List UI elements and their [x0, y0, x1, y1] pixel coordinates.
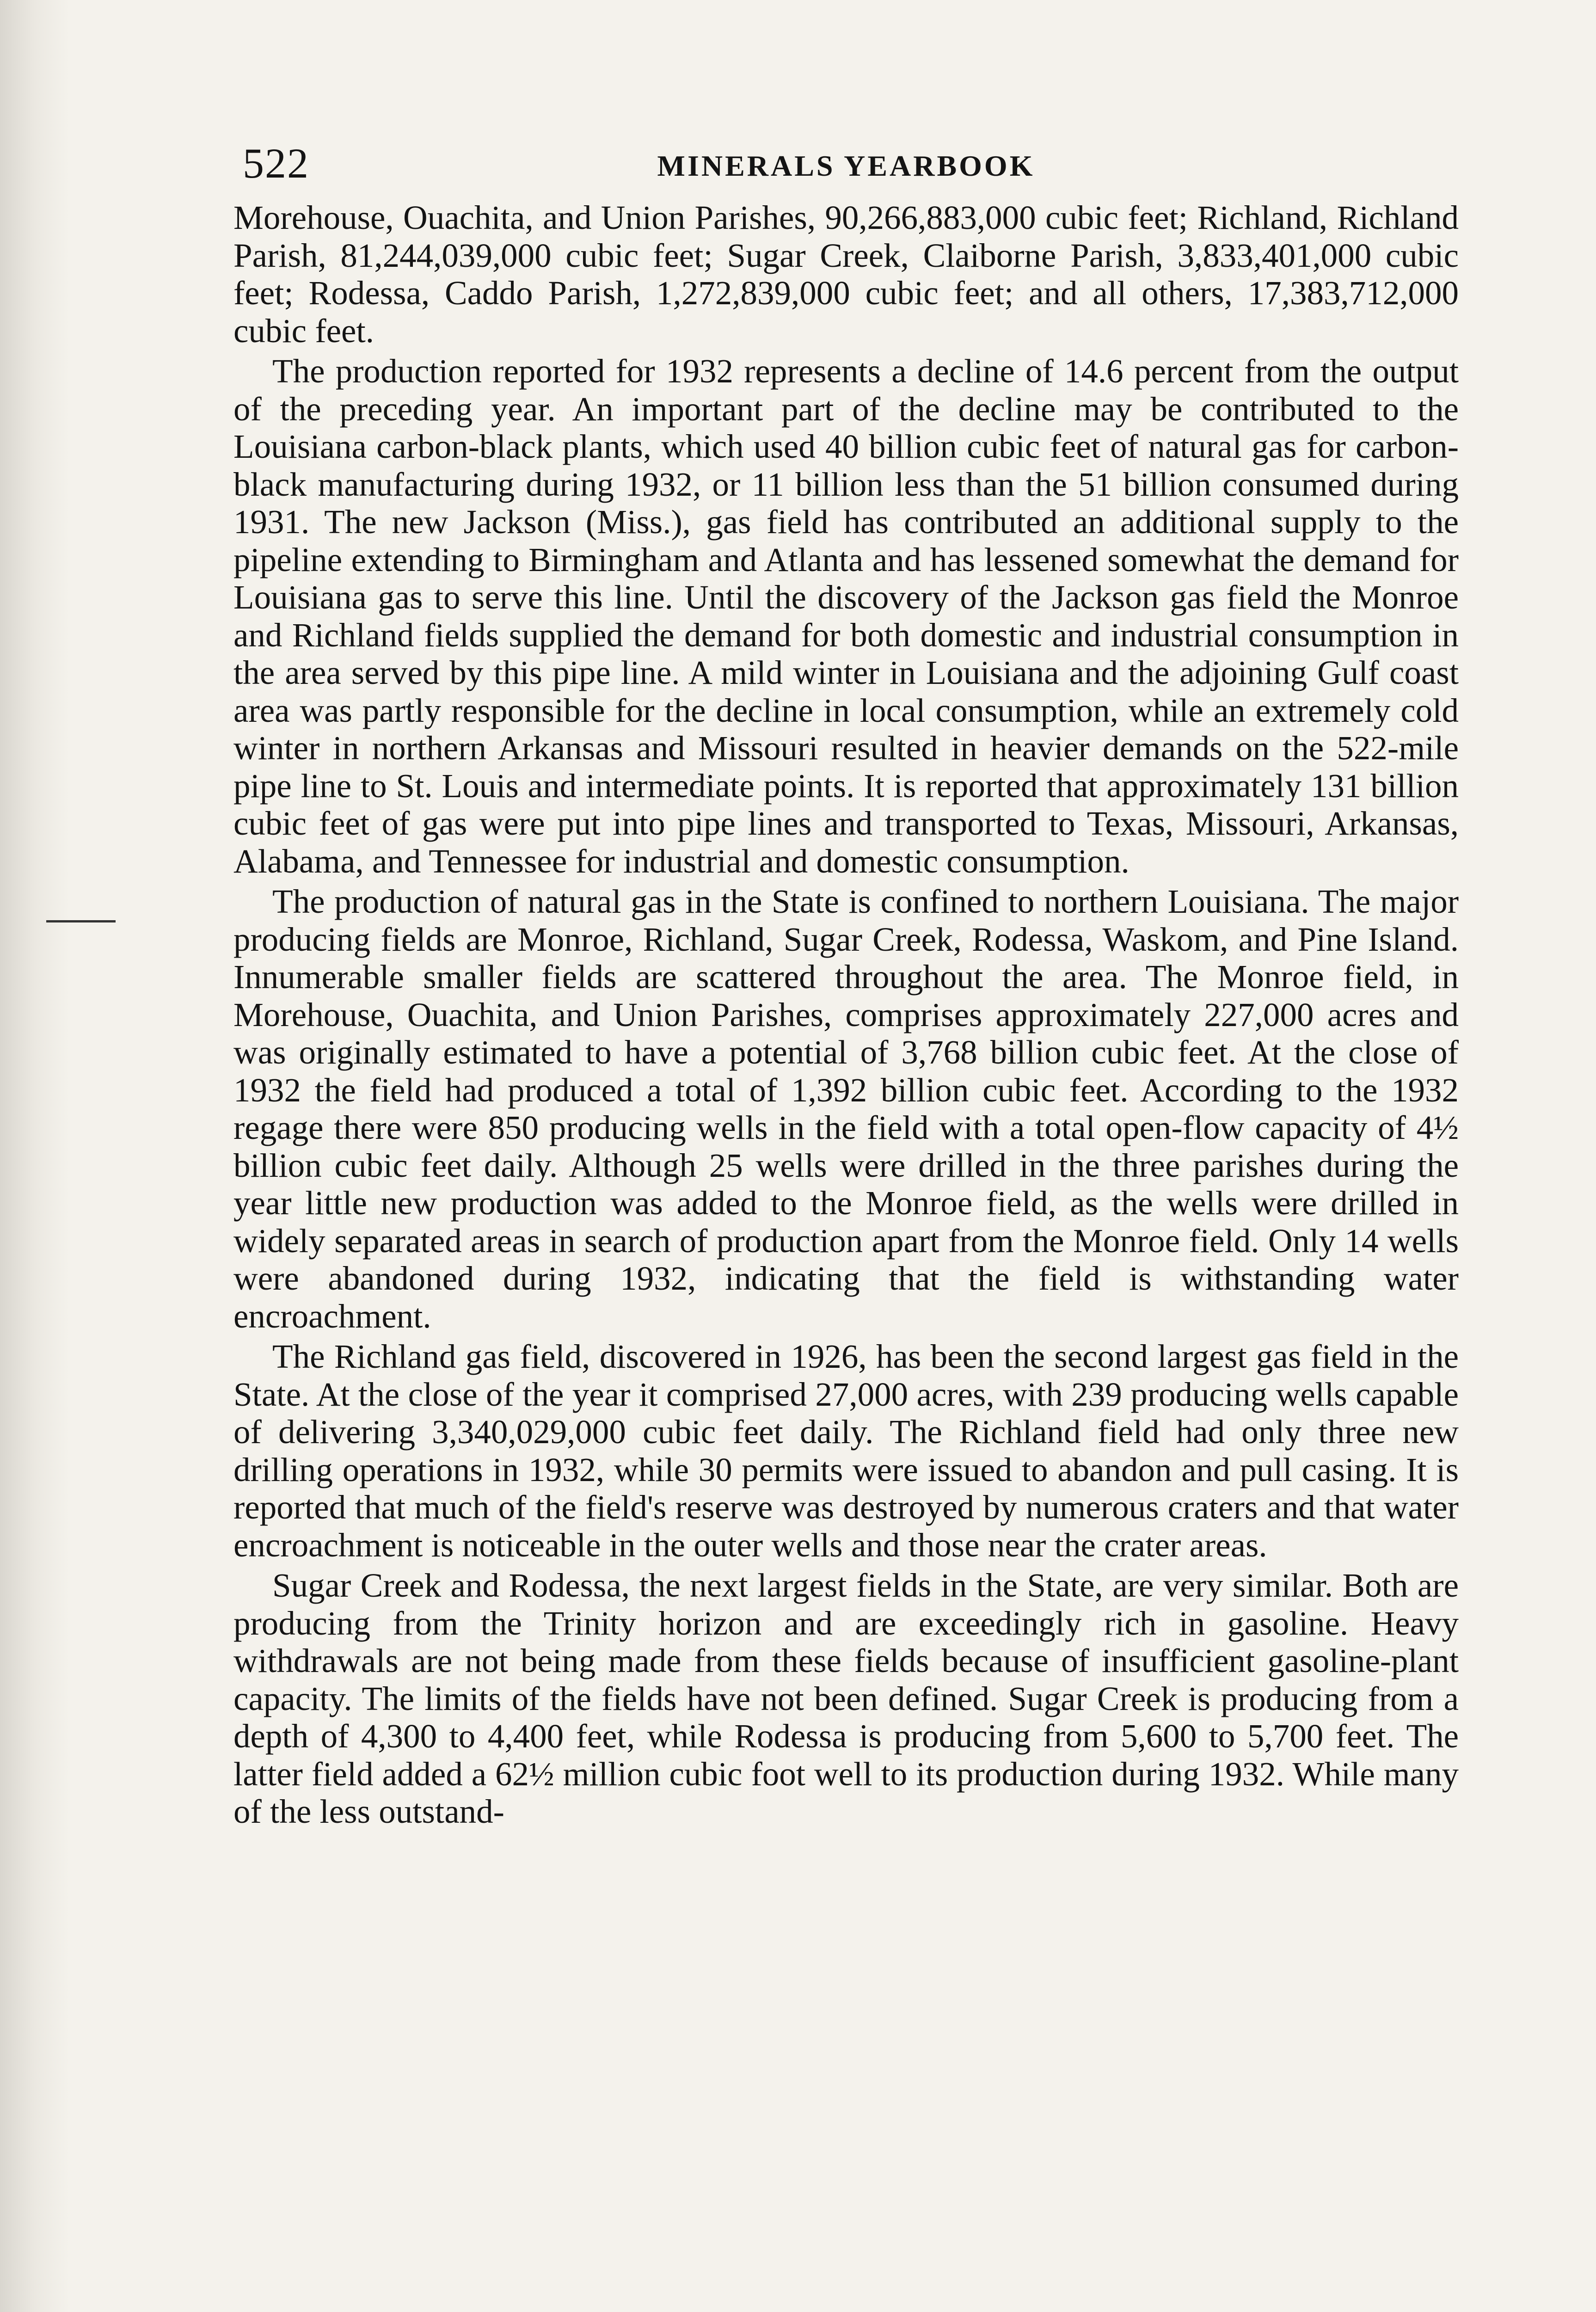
- paragraph: The Richland gas field, discovered in 1926, has been the second largest gas field in the State. At the close of the year it comprised 27,000 acres, with 239 producing wells capable of delivering 3,340,029,000 cubic feet daily. The Richland field had only three new drilling operations in 1932, while 30 permits were issued to abandon and pull casing. It is reported that much of the field's reserve was destroyed by numerous craters and that water encroachment is noticeable in the outer wells and those near the crater areas.: [233, 1338, 1459, 1564]
- scan-edge: [0, 0, 69, 2312]
- paragraph: The production reported for 1932 represents a decline of 14.6 percent from the output of the preceding year. An important part of the decline may be contributed to the Louisiana carbon-black plants, which used 40 billion cubic feet of natural gas for carbon-black manufacturing during 1932, or 11 billion less than the 51 billion consumed during 1931. The new Jackson (Miss.), gas field has contributed an additional supply to the pipeline extending to Birmingham and Atlanta and has lessened somewhat the demand for Louisiana gas to serve this line. Until the discovery of the Jackson gas field the Monroe and Richland fields supplied the demand for both domestic and industrial consumption in the area served by this pipe line. A mild winter in Louisiana and the adjoining Gulf coast area was partly responsible for the decline in local consumption, while an extremely cold winter in northern Arkansas and Missouri resulted in heavier demands on the 522-mile pipe line to St. Louis and intermediate points. It is reported that approximately 131 billion cubic feet of gas were put into pipe lines and transported to Texas, Missouri, Arkansas, Alabama, and Tennessee for industrial and domestic consumption.: [233, 352, 1459, 880]
- page: [233, 139, 1459, 1833]
- running-head: MINERALS YEARBOOK: [657, 149, 1035, 182]
- paragraph-continued: Morehouse, Ouachita, and Union Parishes, 90,266,883,000 cubic feet; Richland, Richland Parish, 81,244,039,000 cubic feet; Sugar Creek, Claiborne Parish, 3,833,401,000 cubic feet; Rodessa, Caddo Parish, 1,272,839,000 cubic feet; and all others, 17,383,712,000 cubic feet.: [233, 199, 1459, 350]
- page-number: 522: [243, 140, 309, 187]
- body-text: [233, 199, 1459, 1831]
- paragraph: Sugar Creek and Rodessa, the next largest fields in the State, are very similar. Both are producing from the Trinity horizon and are exceedingly rich in gasoline. Heavy withdrawals are not being made from these fields because of insufficient gasoline-plant capacity. The limits of the fields have not been defined. Sugar Creek is producing from a depth of 4,300 to 4,400 feet, while Rodessa is producing from 5,600 to 5,700 feet. The latter field added a 62½ million cubic foot well to its production during 1932. While many of the less outstand-: [233, 1567, 1459, 1830]
- margin-mark: [46, 920, 116, 922]
- page-header: [233, 139, 1459, 199]
- paragraph: The production of natural gas in the State is confined to northern Louisiana. The major producing fields are Monroe, Richland, Sugar Creek, Rodessa, Waskom, and Pine Island. Innumerable smaller fields are scattered throughout the area. The Monroe field, in Morehouse, Ouachita, and Union Parishes, comprises approximately 227,000 acres and was originally estimated to have a potential of 3,768 billion cubic feet. At the close of 1932 the field had produced a total of 1,392 billion cubic feet. According to the 1932 regage there were 850 producing wells in the field with a total open-flow capacity of 4½ billion cubic feet daily. Although 25 wells were drilled in the three parishes during the year little new production was added to the Monroe field, as the wells were drilled in widely separated areas in search of production apart from the Monroe field. Only 14 wells were abandoned during 1932, indicating that the field is withstanding water encroachment.: [233, 883, 1459, 1335]
